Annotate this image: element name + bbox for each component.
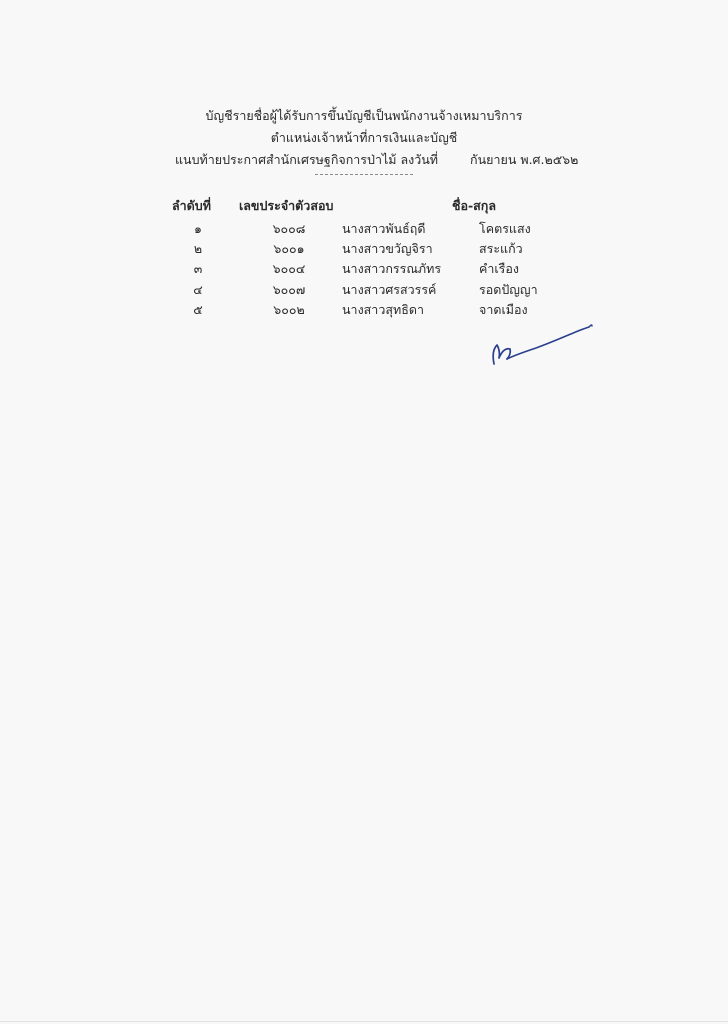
row-number: ๑ <box>194 221 202 236</box>
document-title: บัญชีรายชื่อผู้ได้รับการขึ้นบัญชีเป็นพนักงานจ้างเหมาบริการ <box>205 108 523 123</box>
row-last-name: คำเรือง <box>479 261 519 276</box>
title-divider <box>315 174 413 175</box>
handwritten-signature <box>488 318 600 370</box>
header-number: ลำดับที่ <box>172 198 211 213</box>
table-row <box>0 280 728 300</box>
row-first-name: นางสาวศรสวรรค์ <box>342 282 437 297</box>
table-row <box>0 239 728 259</box>
table-row <box>0 300 728 320</box>
row-first-name: นางสาวพันธ์ฤดี <box>342 221 426 236</box>
row-last-name: จาดเมือง <box>479 302 528 317</box>
row-exam-id: ๖๐๐๒ <box>273 302 305 317</box>
header-full-name: ชื่อ-สกุล <box>452 198 497 213</box>
row-last-name: สระแก้ว <box>479 241 523 256</box>
announcement-date: กันยายน พ.ศ.๒๕๖๒ <box>470 152 579 167</box>
row-number: ๓ <box>193 261 203 276</box>
row-first-name: นางสาวกรรณภัทร <box>342 261 442 276</box>
row-number: ๔ <box>193 282 203 297</box>
row-exam-id: ๖๐๐๑ <box>273 241 305 256</box>
page-bottom-edge <box>0 1021 728 1022</box>
row-first-name: นางสาวสุทธิดา <box>342 302 424 317</box>
row-last-name: รอดปัญญา <box>479 282 538 297</box>
document-announcement-line <box>175 150 578 170</box>
row-last-name: โคตรแสง <box>479 221 531 236</box>
announcement-reference: แนบท้ายประกาศสำนักเศรษฐกิจการป่าไม้ ลงวันที่ <box>175 152 439 167</box>
document-position-title: ตำแหน่งเจ้าหน้าที่การเงินและบัญชี <box>270 130 458 145</box>
row-exam-id: ๖๐๐๔ <box>272 261 306 276</box>
table-row <box>0 259 728 279</box>
row-exam-id: ๖๐๐๗ <box>272 282 306 297</box>
row-number: ๒ <box>193 241 203 256</box>
header-exam-id: เลขประจำตัวสอบ <box>239 198 334 213</box>
row-exam-id: ๖๐๐๘ <box>272 221 306 236</box>
table-row <box>0 219 728 239</box>
row-number: ๕ <box>193 302 203 317</box>
row-first-name: นางสาวขวัญจิรา <box>342 241 433 256</box>
